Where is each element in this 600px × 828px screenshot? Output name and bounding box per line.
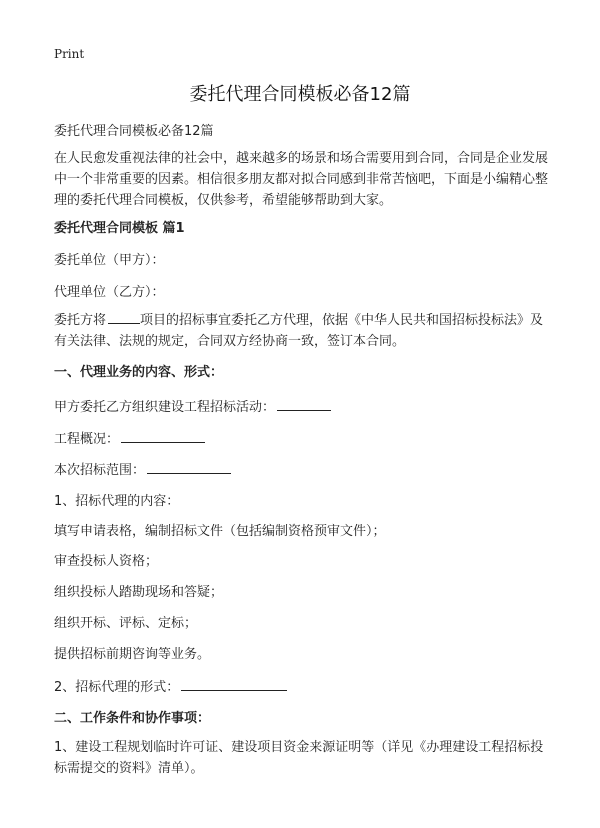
activity-label: 甲方委托乙方组织建设工程招标活动： bbox=[54, 400, 276, 415]
entrust-prefix: 委托方将 bbox=[54, 313, 107, 328]
overview-blank bbox=[121, 428, 205, 443]
overview-label: 工程概况： bbox=[54, 432, 120, 447]
print-label: Print bbox=[54, 47, 85, 61]
project-blank bbox=[108, 309, 140, 324]
content-title: 1、招标代理的内容： bbox=[54, 494, 180, 509]
heading-conditions: 二、工作条件和协作事项： bbox=[54, 711, 211, 726]
document-title: 委托代理合同模板必备12篇 bbox=[189, 84, 411, 105]
form-line bbox=[54, 676, 287, 695]
entrust-suffix: 项目的招标事宜委托乙方代理，依据《中华人民共和国招标投标法》及有关法律、法规的规定，合同双方经协商一致，签订本合同。 bbox=[54, 313, 544, 349]
item-review: 审查投标人资格； bbox=[54, 554, 159, 569]
form-title: 2、招标代理的形式： bbox=[54, 680, 180, 695]
intro-paragraph: 在人民愈发重视法律的社会中，越来越多的场景和场合需要用到合同，合同是企业发展中一个非常重要的因素。相信很多朋友都对拟合同感到非常苦恼吧，下面是小编精心整理的委托代理合同模板，仅供参考，希望能够帮助到大家。 bbox=[54, 151, 549, 208]
range-label: 本次招标范围： bbox=[54, 463, 146, 478]
item-forms: 填写申请表格，编制招标文件（包括编制资格预审文件）； bbox=[54, 524, 386, 539]
item-site: 组织投标人踏勘现场和答疑； bbox=[54, 585, 224, 600]
entrust-paragraph bbox=[54, 309, 550, 352]
range-blank bbox=[147, 459, 231, 474]
item-consult: 提供招标前期咨询等业务。 bbox=[54, 647, 211, 662]
form-blank bbox=[181, 676, 287, 691]
activity-line bbox=[54, 396, 331, 415]
heading-scope: 一、代理业务的内容、形式： bbox=[54, 365, 224, 380]
section-heading-1: 委托代理合同模板 篇1 bbox=[54, 221, 185, 236]
item-open: 组织开标、评标、定标； bbox=[54, 616, 198, 631]
activity-blank bbox=[277, 396, 331, 411]
overview-line bbox=[54, 428, 205, 447]
principal-line: 委托单位（甲方）： bbox=[54, 253, 165, 268]
document-subtitle: 委托代理合同模板必备12篇 bbox=[54, 124, 214, 139]
range-line bbox=[54, 459, 231, 478]
condition-1: 1、建设工程规划临时许可证、建设项目资金来源证明等（详见《办理建设工程招标投标需提交的资料》清单）。 bbox=[54, 740, 544, 776]
agent-line: 代理单位（乙方）： bbox=[54, 285, 165, 300]
